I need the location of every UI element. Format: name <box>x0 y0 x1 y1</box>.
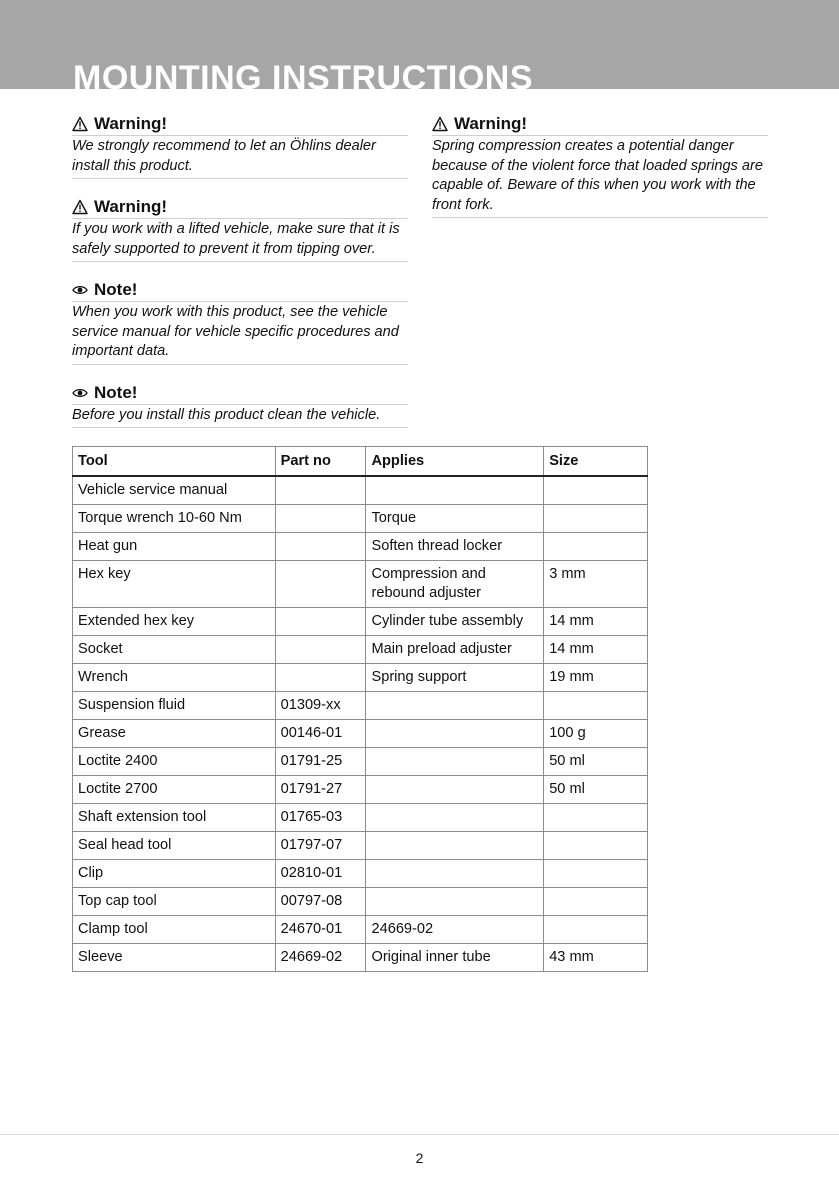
cell-tool: Heat gun <box>73 533 276 561</box>
cell-applies <box>366 476 544 505</box>
callout-body: Spring compression creates a potential danger because of the violent force that loaded springs are capable of. Beware of this when you work with the front fork. <box>432 136 768 218</box>
cell-tool: Socket <box>73 636 276 664</box>
cell-size: 14 mm <box>544 636 648 664</box>
callout-heading <box>72 114 408 136</box>
callout-body: If you work with a lifted vehicle, make sure that it is safely supported to prevent it from tipping over. <box>72 219 408 262</box>
cell-applies <box>366 804 544 832</box>
cell-size <box>544 476 648 505</box>
warning-callout <box>432 114 768 218</box>
cell-tool: Top cap tool <box>73 888 276 916</box>
cell-applies: Spring support <box>366 664 544 692</box>
cell-applies: Torque <box>366 505 544 533</box>
eye-icon <box>72 385 88 401</box>
cell-tool: Torque wrench 10-60 Nm <box>73 505 276 533</box>
cell-tool: Clip <box>73 860 276 888</box>
table-row <box>73 505 648 533</box>
table-row <box>73 476 648 505</box>
warning-icon <box>432 116 448 132</box>
footer-divider <box>0 1134 839 1135</box>
cell-size <box>544 804 648 832</box>
callout-heading-text: Warning! <box>454 114 528 133</box>
cell-applies: Original inner tube <box>366 944 544 972</box>
cell-tool: Hex key <box>73 561 276 608</box>
callout-heading-text: Note! <box>94 280 138 299</box>
cell-part-no <box>275 533 366 561</box>
cell-applies: Cylinder tube assembly <box>366 608 544 636</box>
cell-applies: Compression and rebound adjuster <box>366 561 544 608</box>
table-row <box>73 776 648 804</box>
cell-tool: Wrench <box>73 664 276 692</box>
callout-heading-text: Note! <box>94 382 138 402</box>
cell-size <box>544 832 648 860</box>
cell-size <box>544 888 648 916</box>
column-header-tool: Tool <box>73 447 276 477</box>
cell-part-no: 24669-02 <box>275 944 366 972</box>
callout-heading <box>432 114 768 136</box>
cell-part-no: 01765-03 <box>275 804 366 832</box>
cell-part-no: 01309-xx <box>275 692 366 720</box>
warning-callout <box>72 114 408 179</box>
note-callout <box>72 383 408 429</box>
callout-body: Before you install this product clean the vehicle. <box>72 405 408 429</box>
cell-applies <box>366 692 544 720</box>
cell-tool: Shaft extension tool <box>73 804 276 832</box>
column-header-applies: Applies <box>366 447 544 477</box>
cell-size: 14 mm <box>544 608 648 636</box>
cell-part-no: 01791-27 <box>275 776 366 804</box>
table-row <box>73 860 648 888</box>
warning-callout <box>72 197 408 262</box>
cell-size <box>544 533 648 561</box>
cell-tool: Loctite 2700 <box>73 776 276 804</box>
table-row <box>73 832 648 860</box>
cell-part-no <box>275 476 366 505</box>
page-title: MOUNTING INSTRUCTIONS <box>73 59 534 89</box>
callout-heading-text: Warning! <box>94 114 168 133</box>
cell-size: 50 ml <box>544 776 648 804</box>
cell-part-no: 01791-25 <box>275 748 366 776</box>
table-body <box>73 476 648 972</box>
cell-size <box>544 505 648 533</box>
cell-size: 50 ml <box>544 748 648 776</box>
column-header-size: Size <box>544 447 648 477</box>
table-row <box>73 664 648 692</box>
cell-applies <box>366 748 544 776</box>
table-row <box>73 636 648 664</box>
cell-size: 100 g <box>544 720 648 748</box>
cell-tool: Clamp tool <box>73 916 276 944</box>
cell-size: 43 mm <box>544 944 648 972</box>
cell-size <box>544 916 648 944</box>
callout-heading <box>72 197 408 219</box>
cell-part-no <box>275 561 366 608</box>
cell-size: 19 mm <box>544 664 648 692</box>
callouts-right-column <box>432 114 768 236</box>
cell-tool: Extended hex key <box>73 608 276 636</box>
table-header-row <box>73 447 648 477</box>
cell-applies: 24669-02 <box>366 916 544 944</box>
cell-applies <box>366 776 544 804</box>
page-number: 2 <box>415 1150 424 1166</box>
cell-part-no <box>275 636 366 664</box>
callouts-left-column <box>72 114 408 446</box>
cell-size: 3 mm <box>544 561 648 608</box>
cell-part-no: 00146-01 <box>275 720 366 748</box>
note-callout <box>72 280 408 365</box>
warning-icon <box>72 116 88 132</box>
callout-heading <box>72 383 408 405</box>
tools-table <box>72 446 648 972</box>
cell-applies <box>366 860 544 888</box>
callout-body: We strongly recommend to let an Öhlins dealer install this product. <box>72 136 408 179</box>
table-row <box>73 561 648 608</box>
cell-size <box>544 692 648 720</box>
column-header-part-no: Part no <box>275 447 366 477</box>
cell-part-no <box>275 505 366 533</box>
cell-applies: Main preload adjuster <box>366 636 544 664</box>
table-row <box>73 916 648 944</box>
cell-tool: Seal head tool <box>73 832 276 860</box>
cell-part-no <box>275 664 366 692</box>
callout-body: When you work with this product, see the vehicle service manual for vehicle specific procedures and important data. <box>72 302 408 365</box>
header-band <box>0 0 839 89</box>
table-row <box>73 888 648 916</box>
cell-part-no: 02810-01 <box>275 860 366 888</box>
warning-icon <box>72 199 88 215</box>
cell-tool: Sleeve <box>73 944 276 972</box>
cell-tool: Loctite 2400 <box>73 748 276 776</box>
table-row <box>73 748 648 776</box>
cell-tool: Vehicle service manual <box>73 476 276 505</box>
table-row <box>73 533 648 561</box>
cell-applies <box>366 832 544 860</box>
cell-applies <box>366 720 544 748</box>
cell-part-no: 01797-07 <box>275 832 366 860</box>
cell-applies <box>366 888 544 916</box>
callout-heading-text: Warning! <box>94 197 168 216</box>
table-row <box>73 944 648 972</box>
table-row <box>73 608 648 636</box>
callout-heading <box>72 280 408 302</box>
table-row <box>73 720 648 748</box>
cell-part-no <box>275 608 366 636</box>
cell-tool: Grease <box>73 720 276 748</box>
eye-icon <box>72 282 88 298</box>
table-row <box>73 692 648 720</box>
cell-applies: Soften thread locker <box>366 533 544 561</box>
cell-tool: Suspension fluid <box>73 692 276 720</box>
cell-size <box>544 860 648 888</box>
cell-part-no: 00797-08 <box>275 888 366 916</box>
table-row <box>73 804 648 832</box>
cell-part-no: 24670-01 <box>275 916 366 944</box>
